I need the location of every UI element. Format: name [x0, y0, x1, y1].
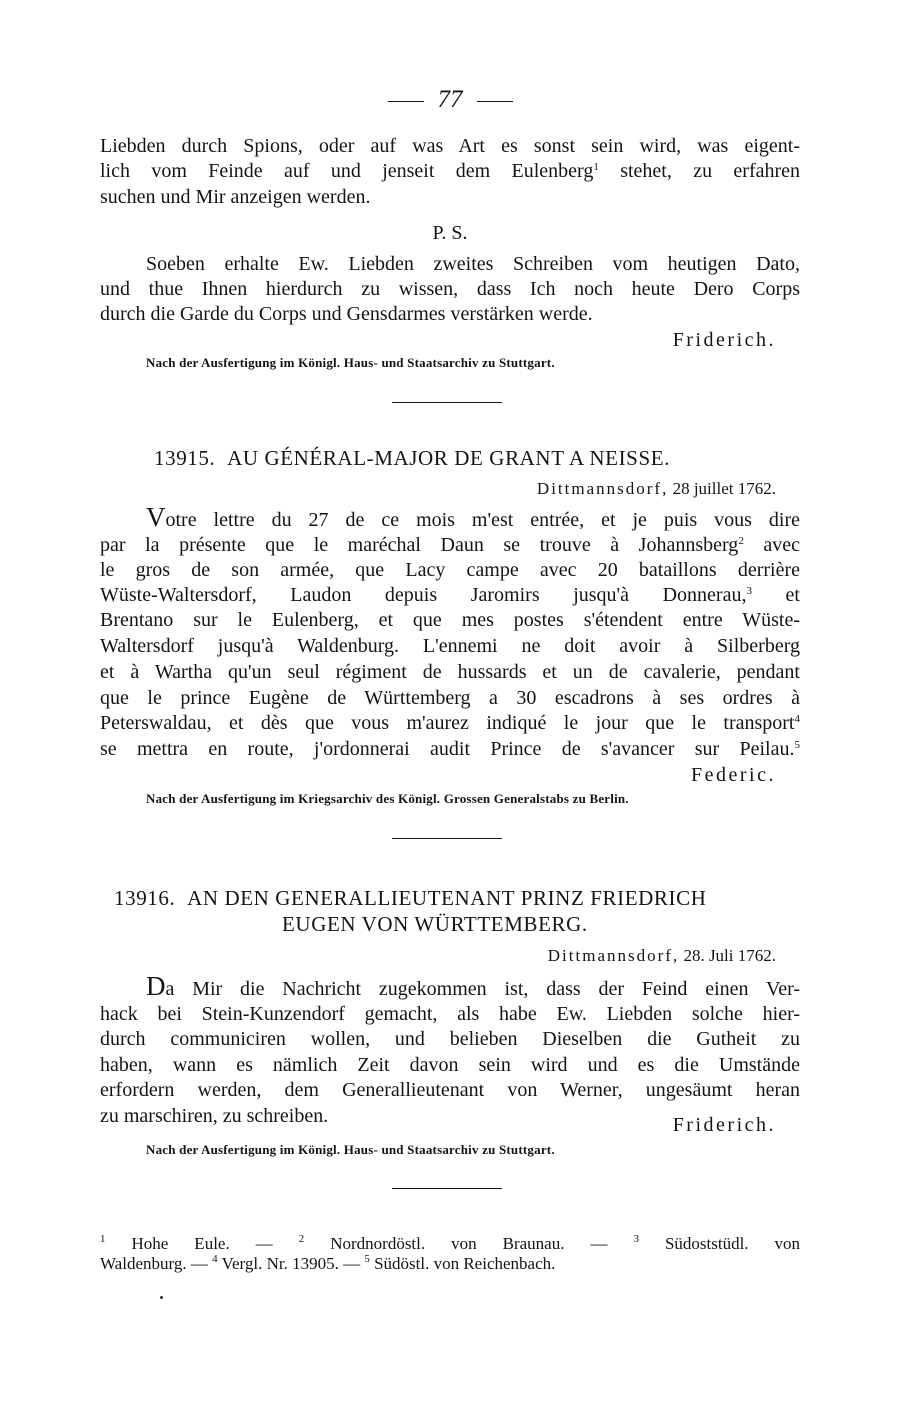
source-note: Nach der Ausfertigung im Königl. Haus- und Staatsarchiv zu Stuttgart.: [146, 1142, 555, 1157]
letter-number: 13915.: [154, 446, 216, 470]
body-line: que le prince Eugène de Württemberg a 30 escadrons à ses ordres à: [100, 687, 800, 709]
ps-heading: P. S.: [432, 222, 468, 244]
footnote-ref: 4: [794, 713, 800, 725]
section-rule: [392, 402, 502, 403]
body-line: lich vom Feinde auf und jenseit dem Eulenberg$^1$ stehet, zu erfahren: [100, 160, 801, 182]
body-line: le gros de son armée, que Lacy campe avec 20 bataillons derrière: [100, 559, 800, 581]
signature: Friderich.: [672, 329, 776, 351]
initial-capital: D: [146, 971, 166, 1001]
dash-left: [388, 101, 424, 102]
page-number: 77: [100, 86, 800, 114]
body-line: Peterswaldau, et dès que vous m'aurez indiqué le jour que le transport$^4$: [100, 712, 800, 734]
source-note: Nach der Ausfertigung im Kriegsarchiv des Königl. Grossen Generalstabs zu Berlin.: [146, 791, 629, 806]
letter-heading-line2: EUGEN VON WÜRTTEMBERG.: [282, 912, 588, 936]
source-note: Nach der Ausfertigung im Königl. Haus- und Staatsarchiv zu Stuttgart.: [146, 355, 555, 370]
body-line: durch die Garde du Corps und Gensdarmes verstärken werde.: [100, 303, 593, 325]
letter-heading: 13916. AN DEN GENERALLIEUTENANT PRINZ FRIEDRICH: [114, 886, 707, 910]
footnote-ref: 2: [738, 535, 744, 547]
ink-speck: [160, 1296, 163, 1299]
document-page: [100, 0, 800, 1404]
dateline: Dittmannsdorf, 28 juillet 1762.: [536, 479, 776, 498]
letter-number: 13916.: [114, 886, 176, 910]
body-line: hack bei Stein-Kunzendorf gemacht, als habe Ew. Liebden solche hier-: [100, 1003, 800, 1025]
body-line: durch communiciren wollen, und belieben Dieselben die Gutheit zu: [100, 1028, 800, 1050]
dash-right: [477, 101, 513, 102]
dateline: Dittmannsdorf, 28. Juli 1762.: [547, 946, 776, 965]
body-line: haben, wann es nämlich Zeit davon sein wird und es die Umstände: [100, 1054, 800, 1076]
footnote-line: [100, 1233, 800, 1255]
footnote: $^3$ Südoststüdl. von: [633, 1233, 801, 1253]
body-line: erfordern werden, dem Generallieutenant von Werner, ungesäumt heran: [100, 1079, 800, 1101]
footnote-ref: 5: [794, 739, 800, 751]
body-line: Votre lettre du 27 de ce mois m'est entrée, et je puis vous dire: [146, 502, 800, 532]
signature: Friderich.: [672, 1114, 776, 1136]
body-line: Waltersdorf jusqu'à Waldenburg. L'ennemi ne doit avoir à Silberberg: [100, 635, 800, 657]
body-line: Soeben erhalte Ew. Liebden zweites Schreiben vom heutigen Dato,: [146, 253, 800, 275]
footnote: $^1$ Hohe Eule. —: [100, 1233, 273, 1253]
footnote: $^4$ Vergl. Nr. 13905. —: [212, 1253, 361, 1273]
initial-capital: V: [146, 502, 166, 532]
body-line: et à Wartha qu'un seul régiment de hussards et un de cavalerie, pendant: [100, 661, 800, 683]
body-line: par la présente que le maréchal Daun se trouve à Johannsberg$^2$ avec: [100, 534, 800, 556]
body-line: Da Mir die Nachricht zugekommen ist, dass der Feind einen Ver-: [146, 971, 800, 1001]
body-line: Liebden durch Spions, oder auf was Art es sonst sein wird, was eigent-: [100, 135, 800, 157]
footnote-ref: 1: [593, 161, 599, 173]
letter-heading: 13915. AU GÉNÉRAL-MAJOR DE GRANT A NEISSE.: [154, 446, 671, 470]
section-rule: [392, 1188, 502, 1189]
footnote: $^2$ Nordnordöstl. von Braunau. —: [298, 1233, 608, 1253]
body-line: Brentano sur le Eulenberg, et que mes postes s'étendent entre Wüste-: [100, 609, 800, 631]
body-line: und thue Ihnen hierdurch zu wissen, dass Ich noch heute Dero Corps: [100, 278, 800, 300]
signature: Federic.: [691, 764, 776, 786]
body-line: se mettra en route, j'ordonnerai audit Prince de s'avancer sur Peilau.$^5$: [100, 738, 800, 760]
footnote-ref: 3: [746, 585, 752, 597]
body-line: zu marschiren, zu schreiben.: [100, 1105, 329, 1127]
footnote: $^5$ Südöstl. von Reichenbach.: [364, 1253, 556, 1273]
body-line: Wüste-Waltersdorf, Laudon depuis Jaromirs jusqu'à Donnerau,$^3$ et: [100, 584, 800, 606]
footnote-line: Waldenburg. — $^4$ Vergl. Nr. 13905. — $^5$ Südöstl. von Reichenbach.: [100, 1253, 556, 1273]
section-rule: [392, 838, 502, 839]
body-line: suchen und Mir anzeigen werden.: [100, 186, 371, 208]
